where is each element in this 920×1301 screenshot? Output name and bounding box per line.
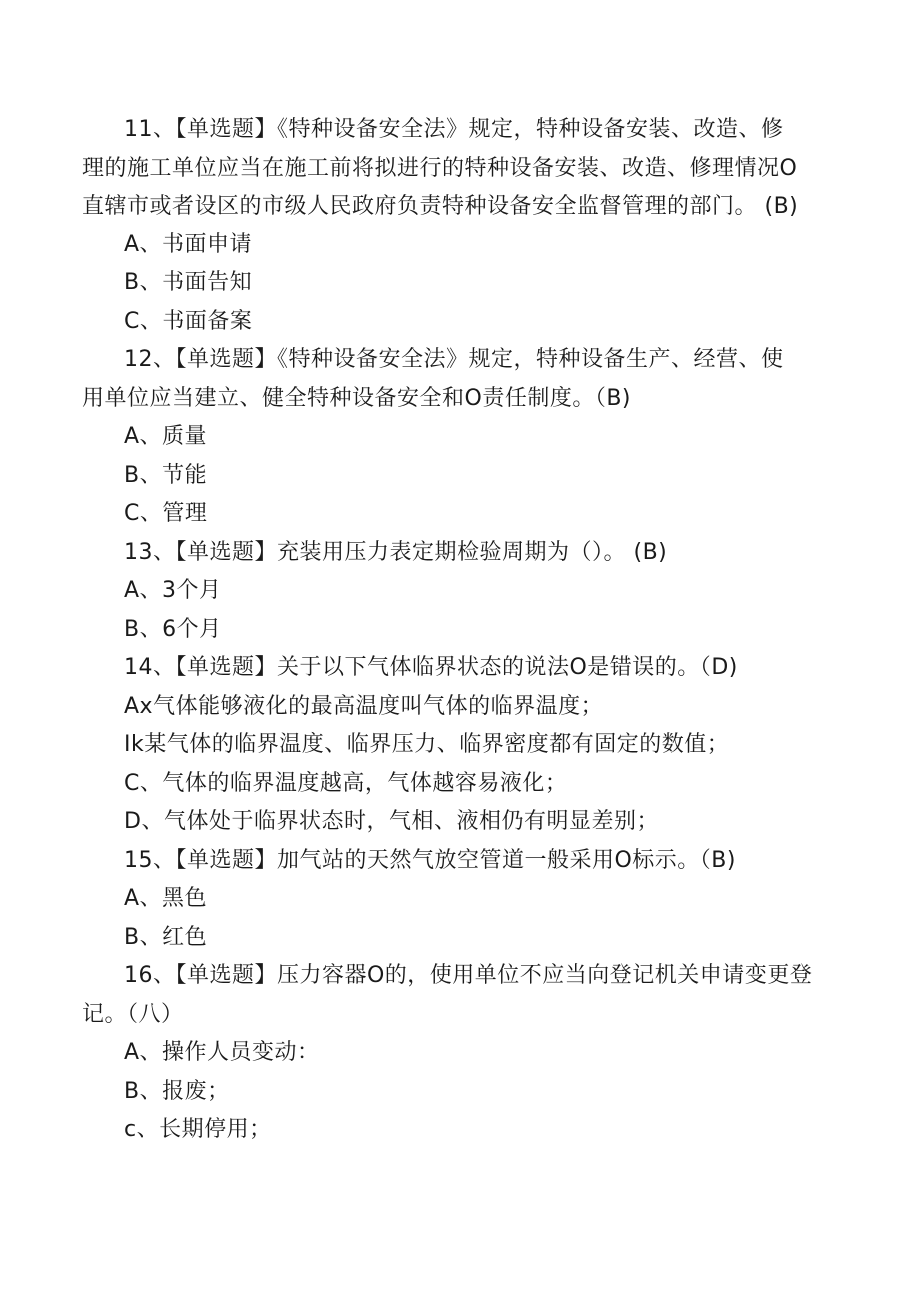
q16-option-c: c、长期停用； <box>124 1117 272 1142</box>
q12-line-2: 用单位应当建立、健全特种设备安全和O责任制度。（B) <box>82 386 631 411</box>
q13-option-b: B、6个月 <box>124 617 222 642</box>
q11-line-2: 理的施工单位应当在施工前将拟进行的特种设备安装、改造、修理情况O <box>82 156 798 181</box>
q15-line-1: 15、【单选题】加气站的天然气放空管道一般采用O标示。（B) <box>124 848 736 873</box>
q16-option-b: B、报废； <box>124 1079 230 1104</box>
q14-option-d: D、气体处于临界状态时，气相、液相仍有明显差别； <box>124 809 659 834</box>
q13-line-1: 13、【单选题】充装用压力表定期检验周期为（）。 (B) <box>124 540 668 565</box>
q12-option-b: B、节能 <box>124 463 208 488</box>
q14-line-1: 14、【单选题】关于以下气体临界状态的说法O是错误的。（D) <box>124 655 738 680</box>
q11-line-1: 11、【单选题】《特种设备安全法》规定，特种设备安装、改造、修 <box>124 117 784 142</box>
q13-option-a: A、3个月 <box>124 578 222 603</box>
q11-line-3: 直辖市或者设区的市级人民政府负责特种设备安全监督管理的部门。 (B) <box>82 194 799 219</box>
q11-option-c: C、书面备案 <box>124 309 253 334</box>
q11-option-a: A、书面申请 <box>124 232 253 257</box>
q16-line-2: 记。（八） <box>82 1002 184 1027</box>
q16-option-a: A、操作人员变动： <box>124 1040 320 1065</box>
q11-option-b: B、书面告知 <box>124 270 253 295</box>
q16-line-1: 16、【单选题】压力容器O的，使用单位不应当向登记机关申请变更登 <box>124 963 813 988</box>
q15-option-b: B、红色 <box>124 925 208 950</box>
q14-option-c: C、气体的临界温度越高，气体越容易液化； <box>124 771 568 796</box>
q12-line-1: 12、【单选题】《特种设备安全法》规定，特种设备生产、经营、使 <box>124 347 784 372</box>
q12-option-c: C、管理 <box>124 501 208 526</box>
q14-option-b: Ik某气体的临界温度、临界压力、临界密度都有固定的数值； <box>124 732 730 757</box>
q12-option-a: A、质量 <box>124 424 208 449</box>
q15-option-a: A、黑色 <box>124 886 208 911</box>
q14-option-a: Ax气体能够液化的最高温度叫气体的临界温度； <box>124 694 604 719</box>
